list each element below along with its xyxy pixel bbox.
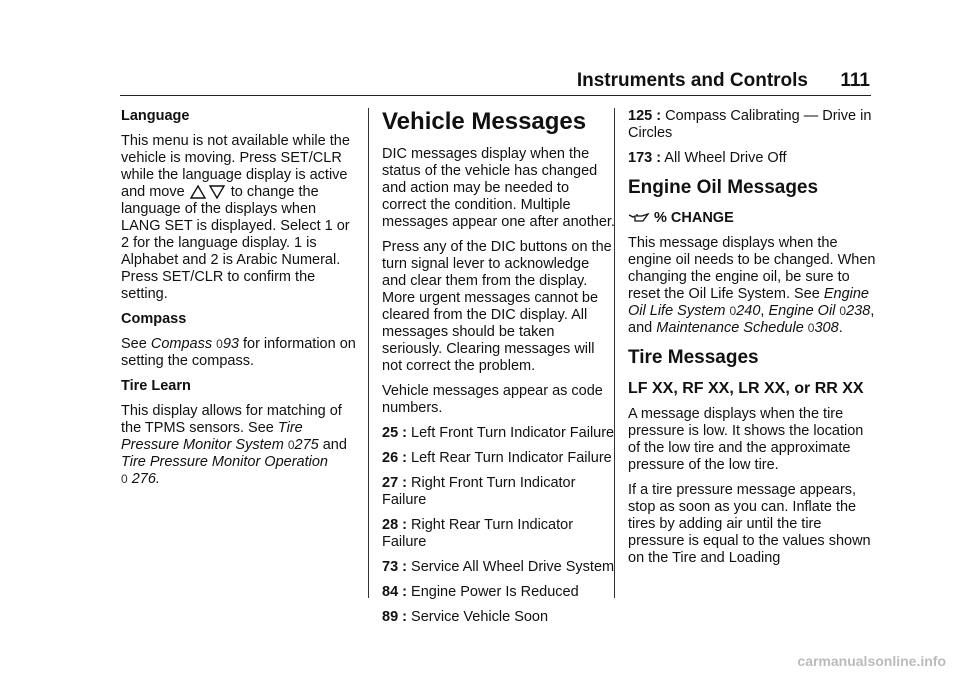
compass-page-ref[interactable]: 93 — [222, 336, 239, 352]
engine-oil-link[interactable]: Engine Oil — [768, 303, 836, 319]
page-ref-icon: 0 — [121, 472, 128, 486]
message-text: Engine Power Is Reduced — [411, 584, 579, 600]
section-title: Instruments and Controls — [576, 70, 808, 91]
message-code: 73 : — [382, 559, 407, 575]
message-code: 27 : — [382, 475, 407, 491]
message-code-item — [382, 584, 617, 601]
message-text: Service All Wheel Drive System — [411, 559, 615, 575]
tire-paragraph-2: If a tire pressure message appears, stop as soon as you can. Inflate the tires by adding air until the tire pressure is equal to the values shown on the Tire and Loading — [628, 482, 871, 566]
message-code-item — [382, 475, 617, 509]
compass-see: See — [121, 336, 147, 352]
tire-learn-heading: Tire Learn — [121, 378, 191, 394]
oil-change-heading — [628, 210, 878, 227]
message-text: Left Front Turn Indicator Failure — [411, 425, 615, 441]
message-code: 173 : — [628, 150, 662, 166]
message-code-item — [382, 559, 617, 576]
oil-and: , and — [628, 303, 875, 336]
message-code-item — [382, 609, 617, 626]
oil-life-system-link[interactable]: Engine Oil Life System — [628, 286, 869, 319]
message-code: 125 : — [628, 108, 662, 124]
compass-link[interactable]: Compass — [150, 336, 213, 352]
message-code-item — [382, 450, 617, 467]
oil-life-system-page-ref[interactable]: 240 — [736, 303, 761, 319]
engine-oil-messages-title: Engine Oil Messages — [628, 177, 819, 198]
message-code: 89 : — [382, 609, 407, 625]
message-code-item — [382, 517, 617, 551]
tpms-system-page-ref[interactable]: 275 — [294, 437, 319, 453]
oil-can-icon — [628, 212, 650, 224]
tpms-system-link[interactable]: Tire Pressure Monitor System — [121, 420, 303, 453]
page-ref-icon: 0 — [729, 304, 737, 318]
message-text: All Wheel Drive Off — [664, 150, 787, 166]
message-text: Compass Calibrating — Drive in Circles — [628, 108, 872, 141]
page-ref-icon: 0 — [839, 304, 847, 318]
column-1 — [121, 108, 356, 496]
vehicle-messages-p2: Press any of the DIC buttons on the turn signal lever to acknowledge and clear them from the display. More urgent messages cannot be cleared from the DIC display. All messages should be taken seriously. Clearing messages will not correct the problem. — [382, 239, 612, 374]
message-text: Left Rear Turn Indicator Failure — [411, 450, 612, 466]
tire-messages-title: Tire Messages — [628, 347, 759, 368]
language-paragraph — [121, 133, 356, 303]
message-code: 28 : — [382, 517, 407, 533]
message-code-item — [628, 108, 878, 142]
column-2 — [382, 108, 617, 634]
message-code: 26 : — [382, 450, 407, 466]
message-text: Right Rear Turn Indicator Failure — [382, 517, 574, 550]
page-ref-icon: 0 — [287, 438, 295, 452]
vehicle-messages-p1: DIC messages display when the status of the vehicle has changed and action may be needed to correct the condition. Multiple messages appear one after another. — [382, 146, 615, 230]
message-text: Service Vehicle Soon — [411, 609, 549, 625]
oil-change-label: % CHANGE — [654, 210, 734, 226]
language-text-a: This menu is not available while the vehicle is moving. Press SET/CLR while the language display is active and move — [121, 133, 350, 200]
tire-learn-text: This display allows for matching of the TPMS sensors. See — [121, 403, 342, 436]
tire-pressure-subheading: LF XX, RF XX, LR XX, or RR XX — [628, 380, 864, 397]
message-code: 25 : — [382, 425, 407, 441]
message-text: Right Front Turn Indicator Failure — [382, 475, 576, 508]
page-number: 111 — [840, 70, 870, 91]
column-divider-1 — [368, 108, 369, 598]
oil-paragraph: This message displays when the engine oil needs to be changed. When changing the engine oil, be sure to reset the Oil Life System. See Engine Oil Life System 0240, Engine Oil 0238, and Maintenance Schedule 0308. — [628, 235, 876, 336]
tire-paragraph-1: A message displays when the tire pressure is low. It shows the location of the low tire and the approximate pressure of the low tire. — [628, 406, 864, 473]
compass-tail: for information on setting the compass. — [121, 336, 356, 369]
compass-paragraph — [121, 336, 356, 370]
header-rule — [120, 95, 871, 96]
language-heading: Language — [121, 108, 190, 124]
vehicle-messages-p3: Vehicle messages appear as code numbers. — [382, 383, 603, 416]
up-down-arrows-icon — [189, 184, 227, 200]
tpms-operation-link[interactable]: Tire Pressure Monitor Operation — [121, 454, 328, 470]
page-ref-icon: 0 — [216, 337, 223, 351]
oil-text: This message displays when the engine oil needs to be changed. When changing the engine oil, be sure to reset the Oil Life System. See — [628, 235, 876, 302]
engine-oil-page-ref[interactable]: 238 — [846, 303, 871, 319]
vehicle-messages-title: Vehicle Messages — [382, 108, 587, 135]
page-ref-icon: 0 — [807, 321, 815, 335]
maintenance-schedule-link[interactable]: Maintenance Schedule — [656, 320, 804, 336]
tire-learn-paragraph — [121, 403, 356, 488]
language-text-b: to change the language of the displays when LANG SET is displayed. Select 1 or 2 for the language display. 1 is Alphabet and 2 is Arabic Numeral. Press SET/CLR to confirm the setting. — [121, 184, 350, 302]
message-code-item — [382, 425, 617, 442]
tpms-operation-page-ref[interactable]: 276. — [131, 471, 160, 487]
message-code: 84 : — [382, 584, 407, 600]
compass-heading: Compass — [121, 311, 187, 327]
watermark: carmanualsonline.info — [797, 653, 946, 669]
maintenance-schedule-page-ref[interactable]: 308 — [814, 320, 839, 336]
message-code-item — [628, 150, 878, 167]
column-3 — [628, 108, 878, 575]
tire-and: and — [322, 437, 347, 453]
